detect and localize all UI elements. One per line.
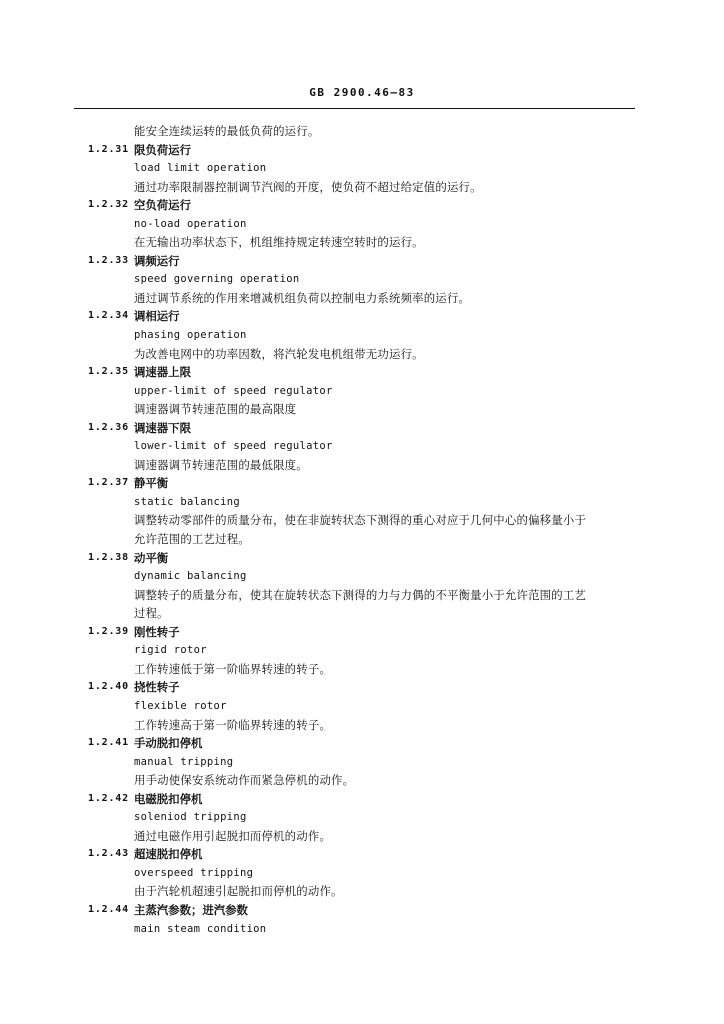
entry-definition: 允许范围的工艺过程。 xyxy=(134,532,250,547)
entry-term-en: main steam condition xyxy=(134,922,267,935)
entry-term-en: soleniod tripping xyxy=(134,811,247,824)
entry-definition: 工作转速高于第一阶临界转速的转子。 xyxy=(134,717,332,732)
entry-definition: 由于汽轮机超速引起脱扣而停机的动作。 xyxy=(134,884,343,899)
entry-definition: 在无输出功率状态下，机组维持规定转速空转时的运行。 xyxy=(134,235,424,250)
entry-definition: 调速器调节转速范围的最低限度。 xyxy=(134,457,308,472)
entry-heading xyxy=(0,901,724,920)
intro-line: 能安全连续运转的最低负荷的运行。 xyxy=(134,124,320,138)
entry-term-en: speed governing operation xyxy=(134,273,300,286)
entry-term-en: dynamic balancing xyxy=(134,570,247,583)
entry-term-en: rigid rotor xyxy=(134,644,207,657)
entry-number: 1.2.32 xyxy=(88,199,129,211)
entry-heading xyxy=(0,678,724,697)
entry-term-en: flexible rotor xyxy=(134,699,227,712)
entry-definition: 用手动使保安系统动作而紧急停机的动作。 xyxy=(134,773,355,788)
entry-term-zh: 挠性转子 xyxy=(134,680,180,695)
entry-definition: 通过调节系统的作用来增减机组负荷以控制电力系统频率的运行。 xyxy=(134,290,471,305)
entry-number: 1.2.41 xyxy=(88,737,129,749)
entry-heading xyxy=(0,790,724,809)
entry-term-en: phasing operation xyxy=(134,329,247,342)
entry-term-en: no-load operation xyxy=(134,217,247,230)
entry-definition: 调整转动零部件的质量分布，使在非旋转状态下测得的重心对应于几何中心的偏移量小于 xyxy=(134,513,587,528)
entry-term-zh: 限负荷运行 xyxy=(134,142,191,157)
entry-term-zh: 电磁脱扣停机 xyxy=(134,791,203,806)
entry-term-zh: 动平衡 xyxy=(134,550,169,565)
entry-term-zh: 调速器上限 xyxy=(134,365,191,380)
entry-definition: 为改善电网中的功率因数，将汽轮发电机组带无功运行。 xyxy=(134,346,424,361)
entry-heading xyxy=(0,419,724,438)
entry-heading xyxy=(0,734,724,753)
entry-number: 1.2.31 xyxy=(88,143,129,155)
entry-term-zh: 手动脱扣停机 xyxy=(134,736,203,751)
entry-heading xyxy=(0,474,724,493)
entry-term-en: static balancing xyxy=(134,495,240,508)
entry-term-zh: 超速脱扣停机 xyxy=(134,847,203,862)
entry-term-zh: 刚性转子 xyxy=(134,624,180,639)
entry-heading xyxy=(0,363,724,382)
entry-term-en: overspeed tripping xyxy=(134,866,254,879)
entry-definition: 过程。 xyxy=(134,606,169,621)
entry-number: 1.2.39 xyxy=(88,625,129,637)
entry-definition: 通过功率限制器控制调节汽阀的开度，使负荷不超过给定值的运行。 xyxy=(134,179,482,194)
entry-term-en: lower-limit of speed regulator xyxy=(134,440,333,453)
entry-definition: 工作转速低于第一阶临界转速的转子。 xyxy=(134,661,332,676)
entry-number: 1.2.33 xyxy=(88,254,129,266)
entry-heading xyxy=(0,141,724,160)
entry-term-en: load limit operation xyxy=(134,162,267,175)
entry-number: 1.2.42 xyxy=(88,792,129,804)
entry-heading xyxy=(0,307,724,326)
entry-number: 1.2.43 xyxy=(88,848,129,860)
entry-number: 1.2.36 xyxy=(88,421,129,433)
entry-heading xyxy=(0,623,724,642)
entry-term-en: manual tripping xyxy=(134,755,234,768)
entry-term-zh: 主蒸汽参数；进汽参数 xyxy=(134,902,248,917)
entry-term-zh: 调速器下限 xyxy=(134,420,191,435)
entry-heading xyxy=(0,845,724,864)
entry-term-zh: 调频运行 xyxy=(134,253,180,268)
entry-number: 1.2.34 xyxy=(88,310,129,322)
entry-number: 1.2.35 xyxy=(88,366,129,378)
header-rule xyxy=(74,108,635,109)
entry-term-zh: 空负荷运行 xyxy=(134,198,191,213)
entry-number: 1.2.37 xyxy=(88,477,129,489)
entry-number: 1.2.44 xyxy=(88,903,129,915)
entry-heading xyxy=(0,549,724,568)
entry-definition: 调整转子的质量分布，使其在旋转状态下测得的力与力偶的不平衡量小于允许范围的工艺 xyxy=(134,587,587,602)
entry-term-en: upper-limit of speed regulator xyxy=(134,384,333,397)
entry-heading xyxy=(0,252,724,271)
entry-number: 1.2.40 xyxy=(88,681,129,693)
entry-definition: 调速器调节转速范围的最高限度 xyxy=(134,402,297,417)
entry-term-zh: 静平衡 xyxy=(134,476,169,491)
page-header: GB 2900.46—83 xyxy=(309,86,415,99)
entry-heading xyxy=(0,196,724,215)
entry-term-zh: 调相运行 xyxy=(134,309,180,324)
entry-number: 1.2.38 xyxy=(88,551,129,563)
document-body xyxy=(0,122,724,938)
entry-definition: 通过电磁作用引起脱扣而停机的动作。 xyxy=(134,828,332,843)
